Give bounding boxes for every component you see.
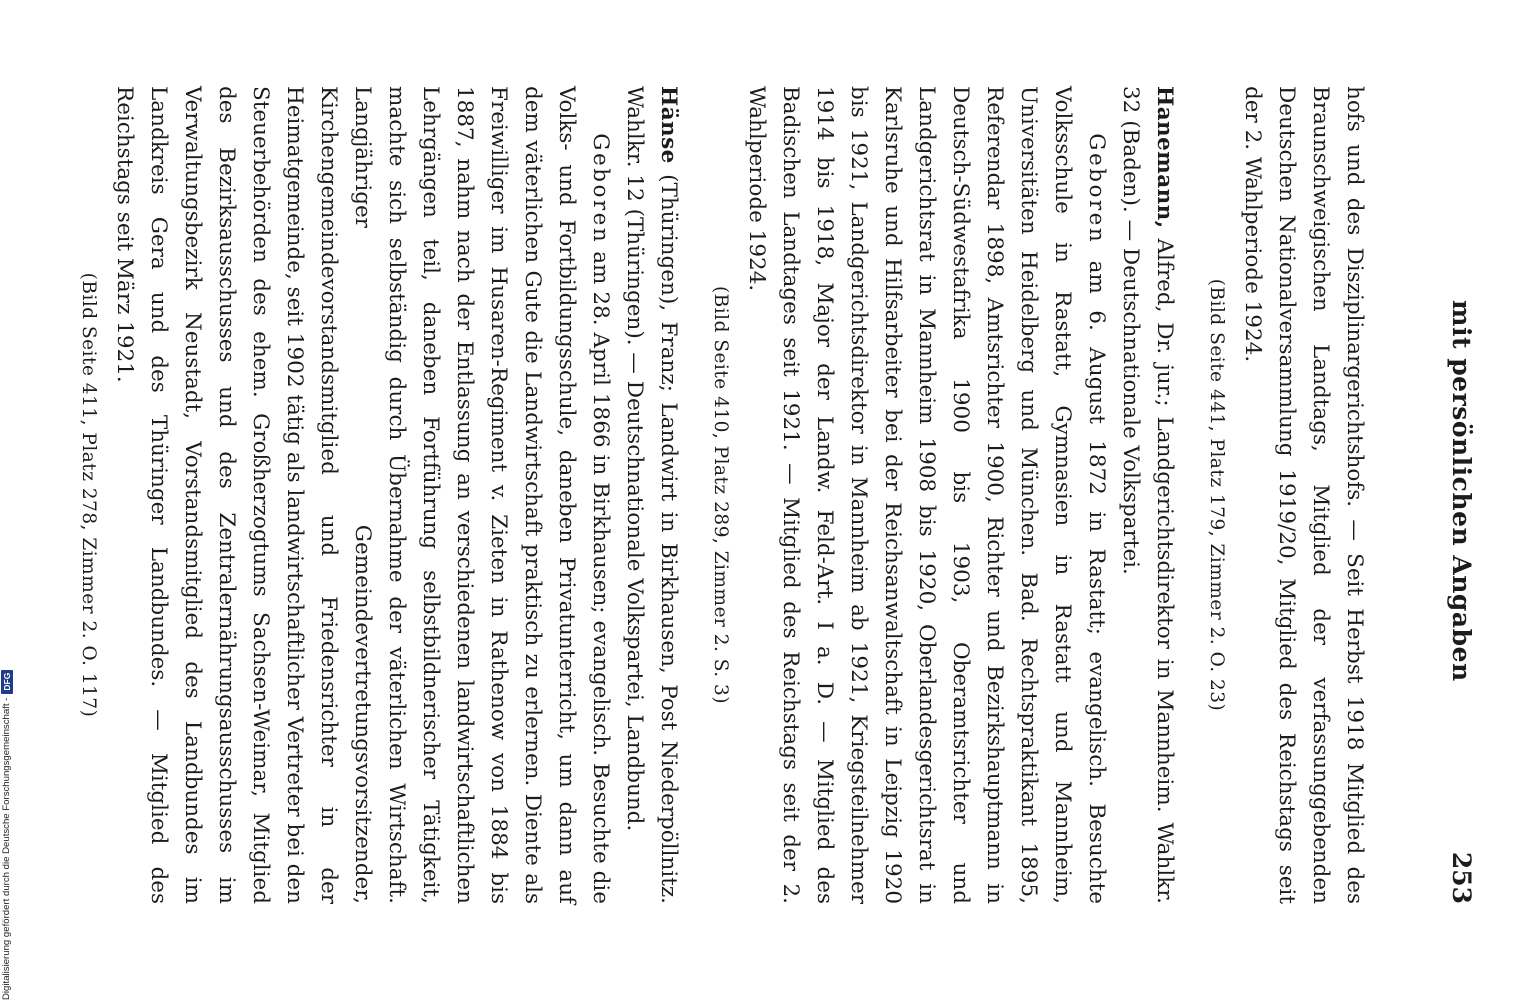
text-column [65, 86, 1371, 904]
image-reference: (Bild Seite 441, Platz 179, Zimmer 2. O. 23) [1206, 278, 1227, 712]
entry-heading-details: (Thüringen), Franz; Landwirt in Birkhausen, Post Niederpöllnitz. Wahlkr. 12 (Thüringen). — Deutschnationale Volkspartei, Landbund. [622, 86, 681, 904]
digitization-credit [0, 604, 14, 1000]
entry-heading [1113, 86, 1181, 904]
entry-body [739, 86, 1113, 904]
continued-paragraph: hofs und des Disziplinargerichtshofs. — Seit Herbst 1918 Mitglied des Braunschweigischen Landtags, Mitglied der verfassunggebenden Deutschen Nationalversammlung 1919/20, Mitglied des Reichstags seit der 2. Wahlperiode 1924. [1240, 86, 1367, 904]
page-header [1434, 300, 1478, 904]
image-reference: (Bild Seite 410, Platz 289, Zimmer 2. S. 3) [710, 285, 731, 705]
entry-body [107, 86, 617, 904]
running-head: mit persönlichen Angaben [1447, 300, 1476, 682]
image-reference: (Bild Seite 411, Platz 278, Zimmer 2. O. 117) [78, 272, 99, 718]
entry-name: Hanemann, [1152, 86, 1177, 229]
biography-entry-hanemann [703, 86, 1181, 904]
entry-body-text: am 28. April 1866 in Birkhausen; evangelisch. Besuchte die Volks- und Fortbildungsschule, daneben Privatunterricht, um dann auf dem väterlichen Gute die Landwirtschaft praktisch zu erlernen. Diente als Freiwilliger im Husaren-Regiment v. Zieten in Rathenow von 1884 bis 1887, nahm nach der Entlassung an verschiedenen landwirtschaftlichen Lehrgängen teil, daneben Fortführung selbstbildnerischer Tätigkeit, machte sich selbständig durch Übernahme der väterlichen Wirtschaft. Langjähriger Gemeindevertretungsvorsitzender, Kirchengemeindevorstandsmitglied und Friedensrichter in der Heimatgemeinde, seit 1902 tätig als landwirtschaftlicher Vertreter bei den Steuerbehörden des ehem. Großherzogtums Sachsen-Weimar, Mitglied des Bezirksausschusses und des Zentralernährungsausschusses im Verwaltungsbezirk Neustadt, Vorstandsmitglied des Landbundes im Landkreis Gera und des Thüringer Landbundes. — Mitglied des Reichstags seit März 1921. [112, 86, 613, 904]
entry-body-text: am 6. August 1872 in Rastatt; evangelisch. Besuchte Volksschule in Rastatt, Gymnasien in Rastatt und Mannheim, Universitäten Heidelberg und München. Bad. Rechtspraktikant 1895, Referendar 1898, Amtsrichter 1900, Richter und Bezirkshauptmann in Deutsch-Südwestafrika 1900 bis 1903, Oberamtsrichter und Landgerichtsrat in Mannheim 1908 bis 1920, Oberlandesgerichtsrat in Karlsruhe und Hilfsarbeiter bei der Reichsanwaltschaft in Leipzig 1920 bis 1921, Landgerichtsdirektor in Mannheim ab 1921, Kriegsteilnehmer 1914 bis 1918, Major der Landw. Feld-Art. I a. D. — Mitglied des Badischen Landtages seit 1921. — Mitglied des Reichstags seit der 2. Wahlperiode 1924. [744, 86, 1109, 904]
entry-body-lead: Geboren [1084, 133, 1109, 245]
entry-body-lead: Geboren [588, 133, 613, 245]
dfg-logo-icon: DFG [1, 670, 13, 694]
credit-text: Digitalisierung gefördert durch die Deutsche Forschungsgemeinschaft - [1, 697, 12, 1000]
digitization-credit-strip [0, 604, 14, 1000]
biography-entry-haense [71, 86, 685, 904]
entry-name: Hänse [656, 86, 681, 164]
entry-heading [617, 86, 685, 904]
entry-heading-details: Alfred, Dr. jur.; Landgerichtsdirektor in Mannheim. Wahlkr. 32 (Baden). — Deutschnationale Volkspartei. [1118, 86, 1177, 904]
page-number: 253 [1447, 851, 1476, 904]
